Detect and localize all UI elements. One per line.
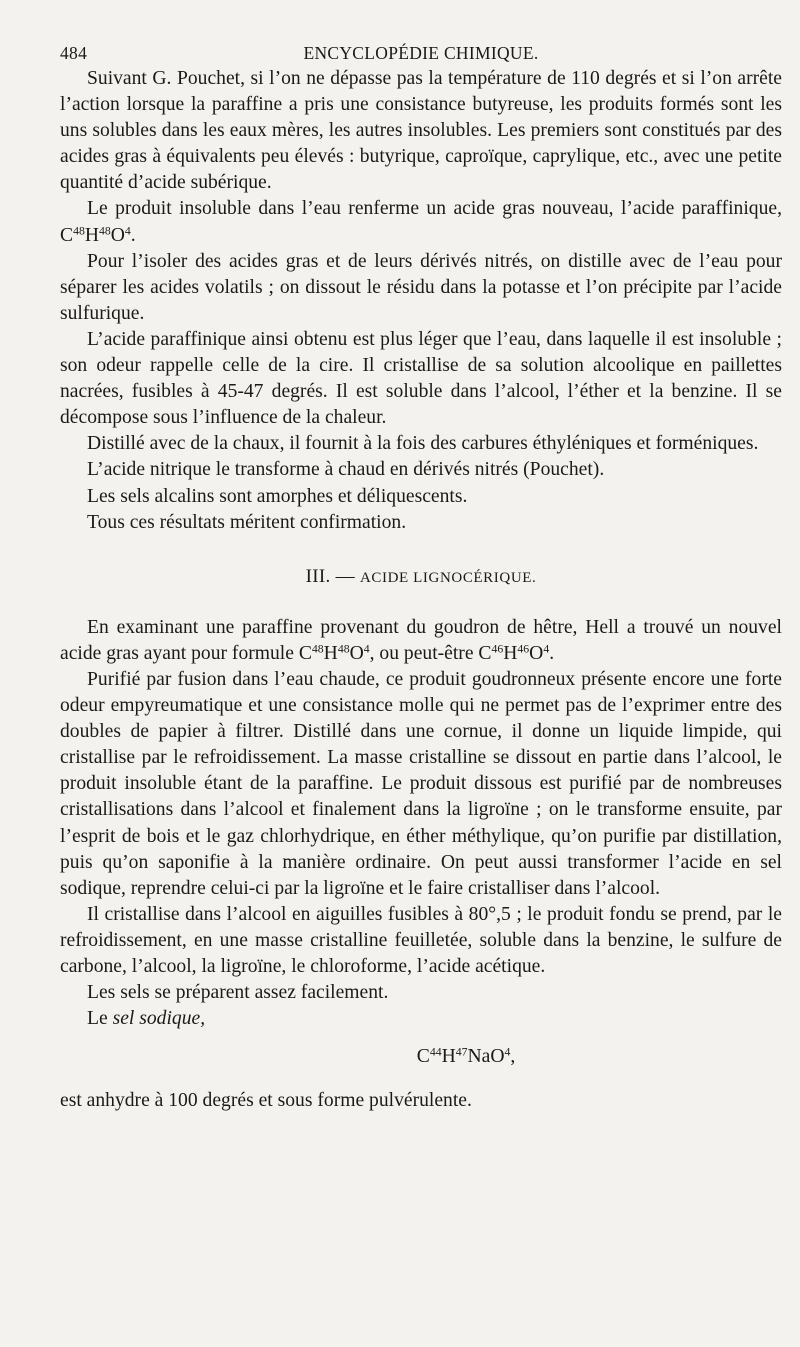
paragraph: L’acide paraffinique ainsi obtenu est plus léger que l’eau, dans laquelle il est insoluble ; son odeur rappelle celle de la cire. Il cristallise de sa solution alcoolique en paillettes nacrées, fusibles à 45-47 degrés. Il est soluble dans l’alcool, l’éther et la benzine. Il se décompose sous l’influence de la chaleur. xyxy=(60,328,782,429)
section-heading xyxy=(60,564,782,591)
section-dash: — xyxy=(335,565,355,587)
paragraph: Purifié par fusion dans l’eau chaude, ce produit goudronneux présente encore une forte odeur empyreumatique et une consistance molle qui ne permet pas de l’exprimer entre des doubles de papier à filtrer. Distillé dans une cornue, il donne un liquide limpide, qui cristallise par le refroidissement. La masse cristalline se dissout en partie dans l’alcool, le produit insoluble étant de la paraffine. Le produit dissous est purifié par de nombreuses cristallisations dans l’alcool et finalement dans la ligroïne ; on le transforme ensuite, par l’esprit de bois et le gaz chlorhydrique, en éther méthylique, qu’on purifie par distillation, puis qu’on saponifie à la manière ordinaire. On peut aussi transformer l’acide en sel sodique, reprendre celui-ci par la ligroïne et le faire cristalliser dans l’alcool. xyxy=(60,668,782,899)
paragraph-text: Le produit insoluble dans l’eau renferme un acide gras nouveau, l’acide paraffinique, xyxy=(87,198,782,220)
chemical-formula: $C^{48}H^{48}O^4$ xyxy=(298,642,370,664)
chemical-formula-display: $C^{44}H^{47}NaO^4$, xyxy=(416,1045,516,1068)
document-page xyxy=(60,36,782,1114)
section-title: ACIDE LIGNOCÉRIQUE. xyxy=(359,569,537,586)
paragraph-text: , ou peut-être xyxy=(369,642,479,664)
paragraph: Les sels se préparent assez facilement. xyxy=(87,982,389,1004)
chemical-formula: $C^{46}H^{46}O^4$. xyxy=(478,642,555,664)
paragraph: Distillé avec de la chaux, il fournit à la fois des carbures éthyléniques et forméniques. xyxy=(87,433,759,455)
section-numeral: III. xyxy=(305,565,331,587)
paragraph-text: En examinant une paraffine provenant du goudron de hêtre, Hell a trouvé un nouvel acide gras ayant pour formule xyxy=(60,616,782,664)
page-number: 484 xyxy=(60,43,88,63)
paragraph: est anhydre à 100 degrés et sous forme pulvérulente. xyxy=(60,1090,472,1112)
page-header xyxy=(60,36,782,66)
paragraph xyxy=(60,1006,782,1032)
paragraph: Il cristallise dans l’alcool en aiguilles fusibles à 80°,5 ; le produit fondu se prend, par le refroidissement, en une masse cristalline feuilletée, soluble dans la benzine, le sulfure de carbone, l’alcool, la ligroïne, le chloroforme, l’acide acétique. xyxy=(60,903,782,977)
paragraph-text: Le xyxy=(87,1008,113,1030)
paragraph: Les sels alcalins sont amorphes et déliquescents. xyxy=(87,485,468,507)
paragraph: Tous ces résultats méritent confirmation. xyxy=(87,511,407,533)
chemical-formula: $C^{48}H^{48}O^4$. xyxy=(60,224,136,246)
paragraph xyxy=(60,615,782,667)
paragraph: Pour l’isoler des acides gras et de leurs dérivés nitrés, on distille avec de l’eau pour séparer les acides volatils ; on dissout le résidu dans la potasse et l’on précipite par l’acide sulfurique. xyxy=(60,250,782,324)
running-title: ENCYCLOPÉDIE CHIMIQUE. xyxy=(303,43,539,63)
paragraph: Suivant G. Pouchet, si l’on ne dépasse pas la température de 110 degrés et si l’on arrête l’action lorsque la paraffine a pris une consistance butyreuse, les produits formés sont les uns solubles dans les eaux mères, les autres insolubles. Les premiers sont constitués par des acides gras à équivalents peu élevés : butyrique, caproïque, caprylique, etc., avec une petite quantité d’acide subérique. xyxy=(60,68,782,194)
italic-term: sel sodique, xyxy=(112,1008,206,1030)
paragraph xyxy=(60,196,782,248)
paragraph: L’acide nitrique le transforme à chaud en dérivés nitrés (Pouchet). xyxy=(87,459,605,481)
